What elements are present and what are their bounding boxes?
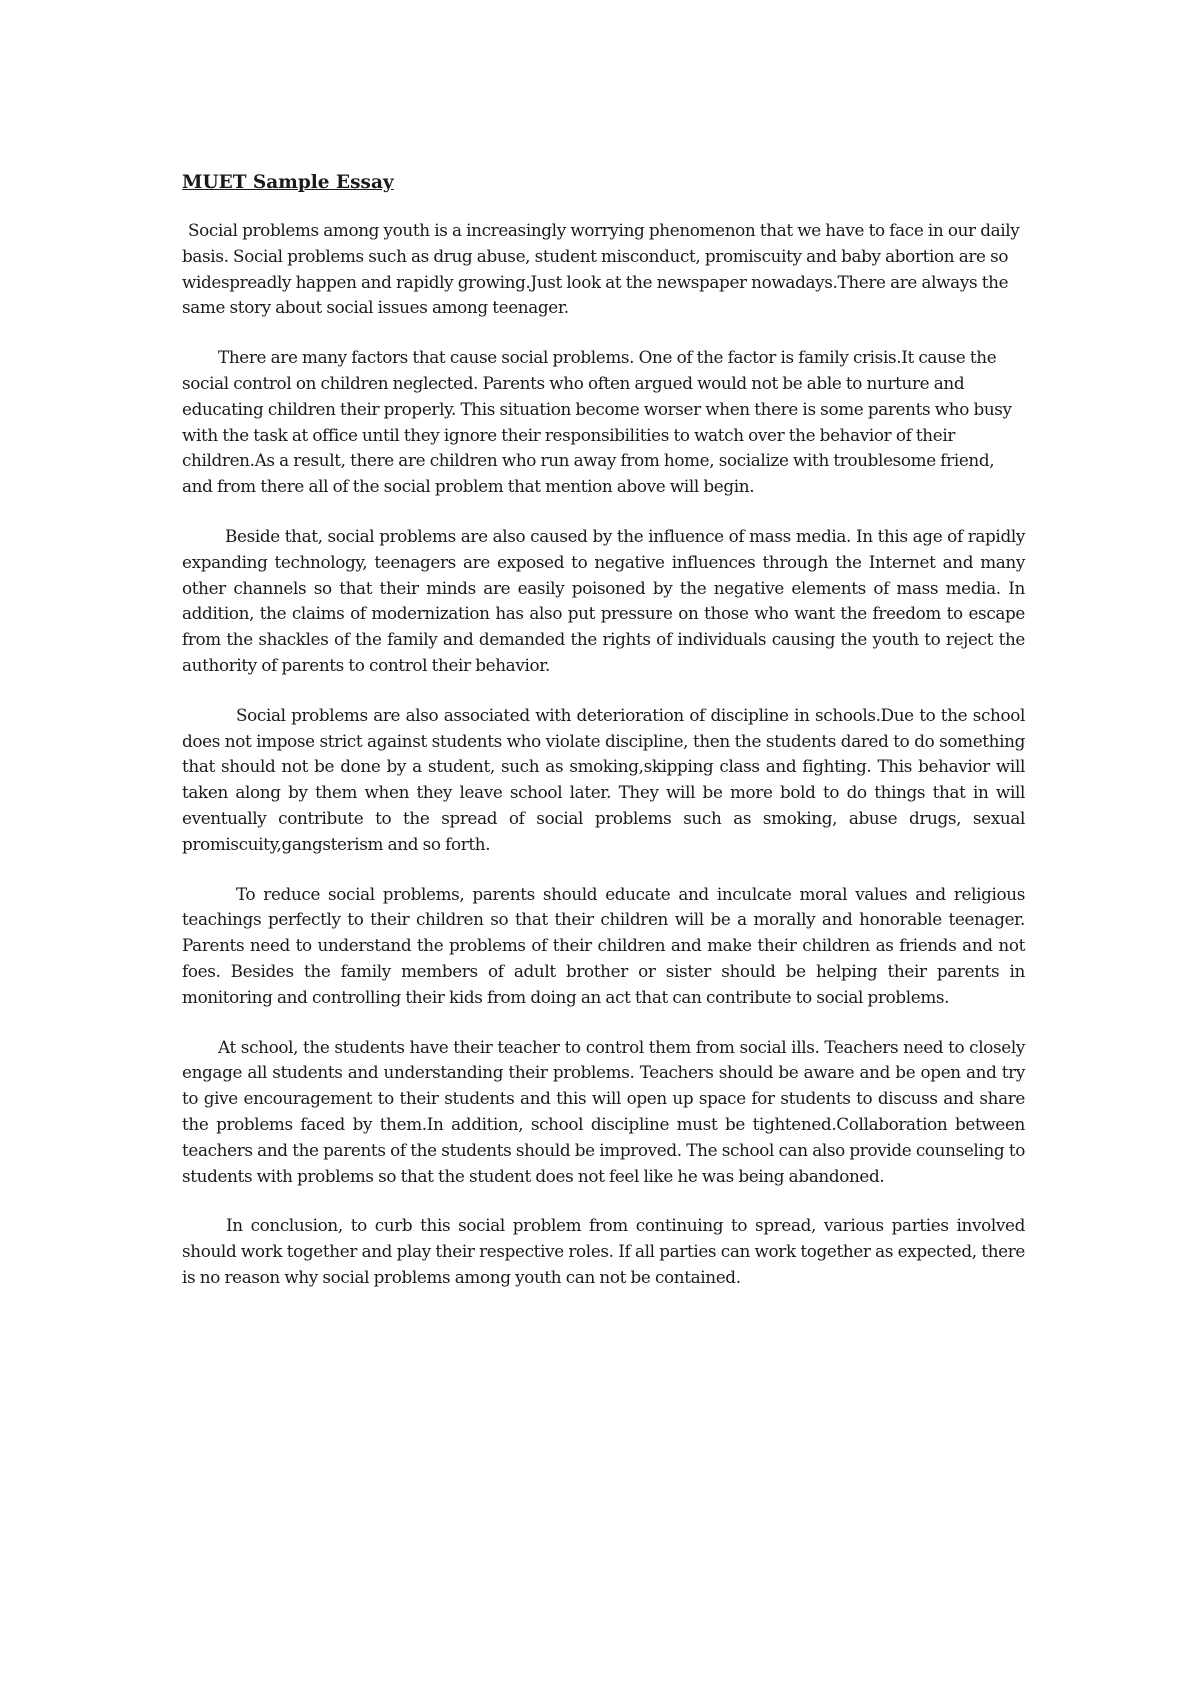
- paragraph-school-discipline: Social problems are also associated with deterioration of discipline in schools.Due to the school does not impose strict against students who violate discipline, then the students dared to do something that should not be done by a student, such as smoking,skipping class and fighting. This behavior will taken along by them when they leave school later. They will be more bold to do things that in will eventually contribute to the spread of social problems such as smoking, abuse drugs, sexual promiscuity,gangsterism and so forth.: [182, 704, 1025, 854]
- paragraph-mass-media: Beside that, social problems are also caused by the influence of mass media. In this age of rapidly expanding technology, teenagers are exposed to negative influences through the Internet and many other channels so that their minds are easily poisoned by the negative elements of mass media. In addition, the claims of modernization has also put pressure on those who want the freedom to escape from the shackles of the family and demanded the rights of individuals causing the youth to reject the authority of parents to control their behavior.: [182, 525, 1025, 675]
- paragraph-introduction: Social problems among youth is a increasingly worrying phenomenon that we have to face in our daily basis. Social problems such as drug abuse, student misconduct, promiscuity and baby abortion are so widespreadly happen and rapidly growing.Just look at the newspaper nowadays.There are always the same story about social issues among teenager.: [182, 220, 1020, 318]
- essay-body: [182, 170, 1025, 1315]
- paragraph-parents-role: To reduce social problems, parents should educate and inculcate moral values and religious teachings perfectly to their children so that their children will be a morally and honorable teenager. Parents need to understand the problems of their children and make their children as friends and not foes. Besides the family members of adult brother or sister should be helping their parents in monitoring and controlling their kids from doing an act that can contribute to social problems.: [182, 883, 1025, 1007]
- paragraph-conclusion: In conclusion, to curb this social problem from continuing to spread, various parties involved should work together and play their respective roles. If all parties can work together as expected, there is no reason why social problems among youth can not be contained.: [182, 1215, 1025, 1287]
- essay-title: MUET Sample Essay: [182, 172, 394, 193]
- paragraph-family-crisis: There are many factors that cause social problems. One of the factor is family crisis.It cause the social control on children neglected. Parents who often argued would not be able to nurture and educating children their properly. This situation become worser when there is some parents who busy with the task at office until they ignore their responsibilities to watch over the behavior of their children.As a result, there are children who run away from home, socialize with troublesome friend, and from there all of the social problem that mention above will begin.: [182, 347, 1012, 497]
- paragraph-teachers-role: At school, the students have their teacher to control them from social ills. Teachers need to closely engage all students and understanding their problems. Teachers should be aware and be open and try to give encouragement to their students and this will open up space for students to discuss and share the problems faced by them.In addition, school discipline must be tightened.Collaboration between teachers and the parents of the students should be improved. The school can also provide counseling to students with problems so that the student does not feel like he was being abandoned.: [182, 1036, 1025, 1186]
